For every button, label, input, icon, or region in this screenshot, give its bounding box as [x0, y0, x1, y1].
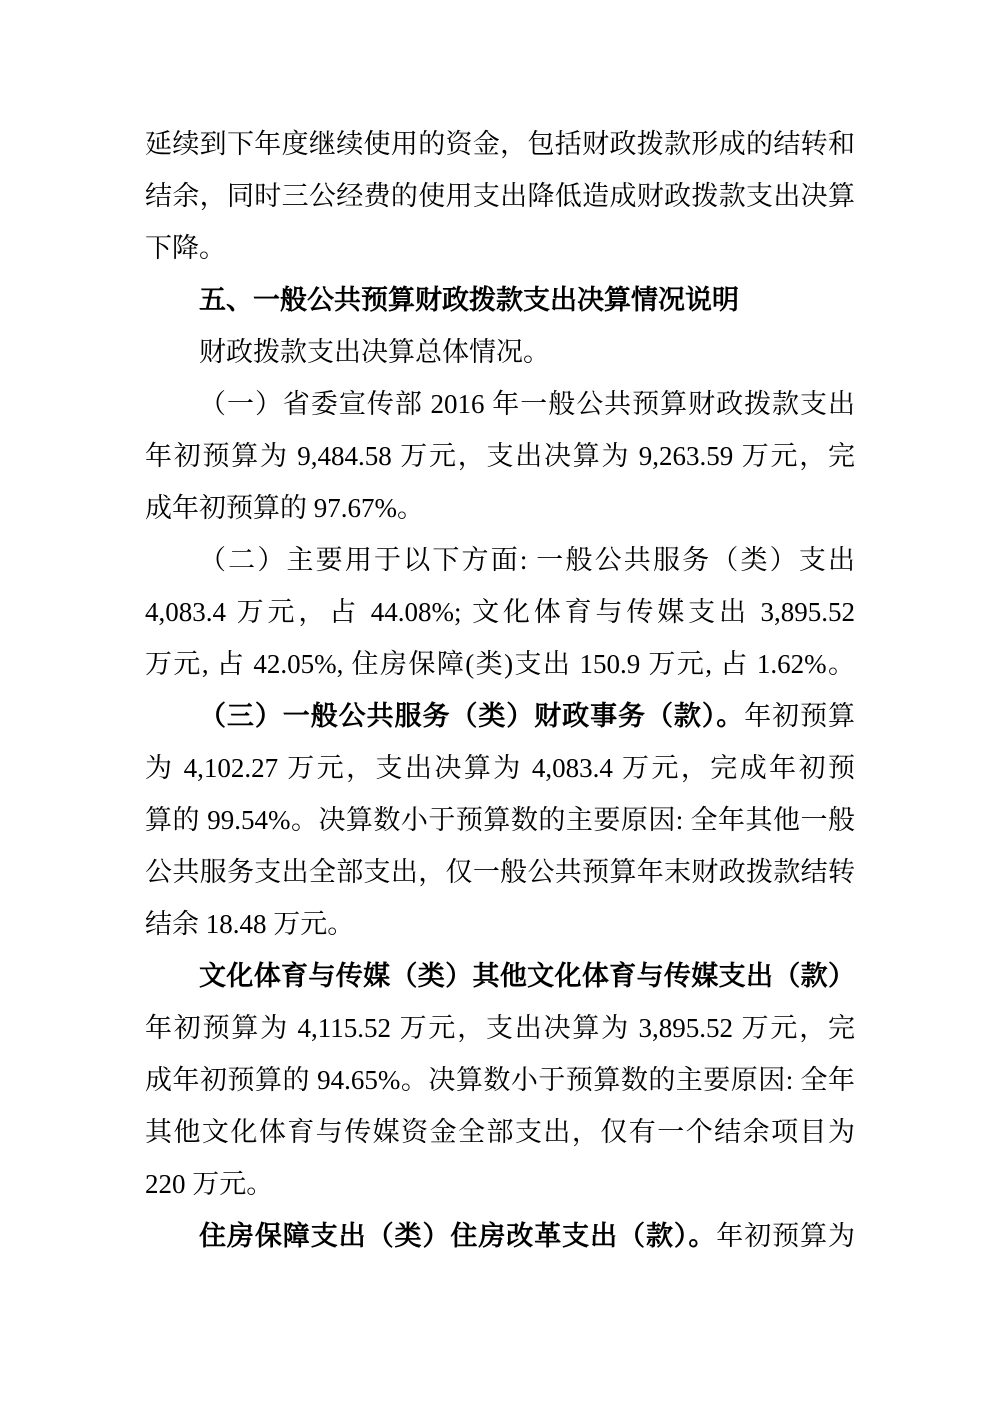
text-segment: 延续到下年度继续使用的资金，包括财政拨款形成的结转和 [145, 129, 855, 159]
section-heading-5 [145, 274, 855, 326]
para-item1-line1 [145, 378, 855, 430]
para-culture-line5 [145, 1158, 855, 1210]
text-segment: （一）省委宣传部 2016 年一般公共预算财政拨款支出 [199, 389, 855, 419]
text-segment: 结余，同时三公经费的使用支出降低造成财政拨款支出决算 [145, 181, 855, 211]
text-segment: 其他文化体育与传媒资金全部支出，仅有一个结余项目为 [145, 1117, 855, 1147]
bold-lead-text: 住房保障支出（类）住房改革支出（款）。 [199, 1221, 717, 1251]
para-item3-line1 [145, 690, 855, 742]
para-item1-line3 [145, 482, 855, 534]
text-segment: 成年初预算的 94.65%。决算数小于预算数的主要原因: 全年 [145, 1065, 855, 1095]
text-segment: 成年初预算的 97.67%。 [145, 493, 424, 523]
text-segment: 220 万元。 [145, 1169, 274, 1199]
para-carryover-line1 [145, 118, 855, 170]
text-segment: 为 4,102.27 万元，支出决算为 4,083.4 万元，完成年初预 [145, 753, 855, 783]
para-culture-line2 [145, 1002, 855, 1054]
text-segment: 算的 99.54%。决算数小于预算数的主要原因: 全年其他一般 [145, 805, 855, 835]
text-segment: 4,083.4 万元，占 44.08%; 文化体育与传媒支出 3,895.52 [145, 597, 855, 627]
para-item1-line2 [145, 430, 855, 482]
para-overview [145, 326, 855, 378]
text-segment: 财政拨款支出决算总体情况。 [199, 337, 550, 367]
para-item2-line2 [145, 586, 855, 638]
para-item2-line3 [145, 638, 855, 690]
para-item3-line5 [145, 898, 855, 950]
para-item3-line2 [145, 742, 855, 794]
bold-lead-text: （三）一般公共服务（类）财政事务（款）。 [199, 701, 745, 731]
para-item2-line1 [145, 534, 855, 586]
text-segment: 年初预算为 4,115.52 万元，支出决算为 3,895.52 万元，完 [145, 1013, 855, 1043]
text-segment: 年初预算为 [716, 1221, 855, 1251]
para-carryover-line2 [145, 170, 855, 222]
para-item3-line4 [145, 846, 855, 898]
text-segment: 万元, 占 42.05%, 住房保障(类)支出 150.9 万元, 占 1.62%。 [145, 649, 855, 679]
para-culture-line4 [145, 1106, 855, 1158]
text-segment: 年初预算为 9,484.58 万元，支出决算为 9,263.59 万元，完 [145, 441, 855, 471]
para-housing-line1 [145, 1210, 855, 1262]
text-segment: 年初预算 [744, 701, 855, 731]
para-culture-line1 [145, 950, 855, 1002]
text-segment: 下降。 [145, 233, 226, 263]
bold-lead-text: 五、一般公共预算财政拨款支出决算情况说明 [199, 285, 739, 315]
para-carryover-line3 [145, 222, 855, 274]
text-segment: 公共服务支出全部支出，仅一般公共预算年末财政拨款结转 [145, 857, 855, 887]
para-item3-line3 [145, 794, 855, 846]
text-segment: 结余 18.48 万元。 [145, 909, 355, 939]
document-body [145, 118, 855, 1262]
bold-lead-text: 文化体育与传媒（类）其他文化体育与传媒支出（款） [199, 961, 855, 991]
para-culture-line3 [145, 1054, 855, 1106]
text-segment: （二）主要用于以下方面: 一般公共服务（类）支出 [199, 545, 855, 575]
